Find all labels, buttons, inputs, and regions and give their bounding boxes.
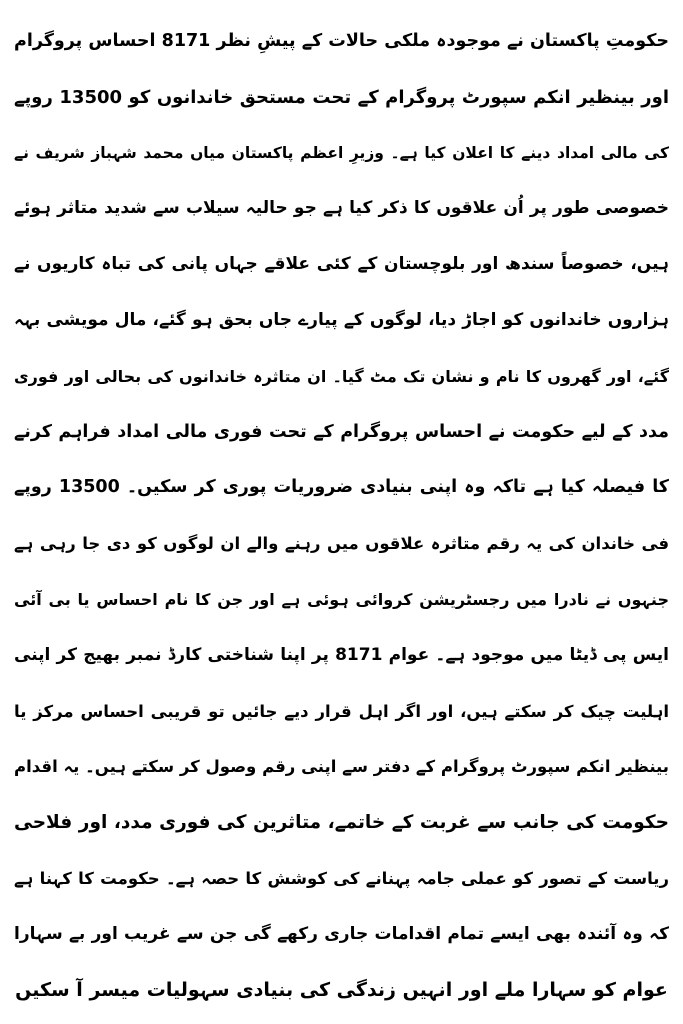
article-line: حکومتِ پاکستان نے موجودہ ملکی حالات کے پیشِ نظر 8171 احساس پروگرام — [14, 31, 669, 51]
article-line: خصوصی طور پر اُن علاقوں کا ذکر کیا ہے جو حالیہ سیلاب سے شدید متاثر ہوئے — [14, 198, 669, 219]
article-line: ایس پی ڈیٹا میں موجود ہے۔ عوام 8171 پر اپنا شناختی کارڈ نمبر بھیج کر اپنی — [14, 644, 669, 665]
article-line: کا فیصلہ کیا ہے تاکہ وہ اپنی بنیادی ضروریات پوری کر سکیں۔ 13500 روپے — [14, 477, 669, 498]
article-line: اور بینظیر انکم سپورٹ پروگرام کے تحت مستحق خاندانوں کو 13500 روپے — [14, 86, 669, 108]
article-line: ہزاروں خاندانوں کو اجاڑ دیا، لوگوں کے پیارے جاں بحق ہو گئے، مال مویشی بہہ — [14, 309, 669, 330]
article-line: کی مالی امداد دینے کا اعلان کیا ہے۔ وزیرِ اعظم پاکستان میاں محمد شہباز شریف نے — [14, 143, 669, 162]
article-line: بینظیر انکم سپورٹ پروگرام کے دفتر سے اپنی رقم وصول کر سکتے ہیں۔ یہ اقدام — [14, 757, 669, 777]
article-line: فی خاندان کی یہ رقم متاثرہ علاقوں میں رہنے والے ان لوگوں کو دی جا رہی ہے — [14, 534, 669, 554]
article-body — [14, 14, 669, 1018]
article-line: مدد کے لیے حکومت نے احساس پروگرام کے تحت فوری مالی امداد فراہم کرنے — [14, 421, 669, 442]
article-line-last: عوام کو سہارا ملے اور انہیں زندگی کی بنیادی سہولیات میسر آ سکیں — [15, 978, 668, 1001]
article-line: کہ وہ آئندہ بھی ایسے تمام اقدامات جاری رکھے گی جن سے غریب اور بے سہارا — [14, 923, 669, 944]
article-line: ریاست کے تصور کو عملی جامہ پہنانے کی کوشش کا حصہ ہے۔ حکومت کا کہنا ہے — [14, 868, 669, 888]
article-line: حکومت کی جانب سے غربت کے خاتمے، متاثرین کی فوری مدد، اور فلاحی — [14, 812, 669, 834]
article-line: اہلیت چیک کر سکتے ہیں، اور اگر اہل قرار دیے جائیں تو قریبی احساس مرکز یا — [14, 701, 669, 721]
article-line: جنہوں نے نادرا میں رجسٹریشن کروائی ہوئی ہے اور جن کا نام احساس یا بی آئی — [14, 589, 669, 609]
article-line: گئے، اور گھروں کا نام و نشان تک مٹ گیا۔ ان متاثرہ خاندانوں کی بحالی اور فوری — [14, 366, 669, 386]
article-line: ہیں، خصوصاً سندھ اور بلوچستان کے کئی علاقے جہاں پانی کی تباہ کاریوں نے — [14, 254, 669, 275]
